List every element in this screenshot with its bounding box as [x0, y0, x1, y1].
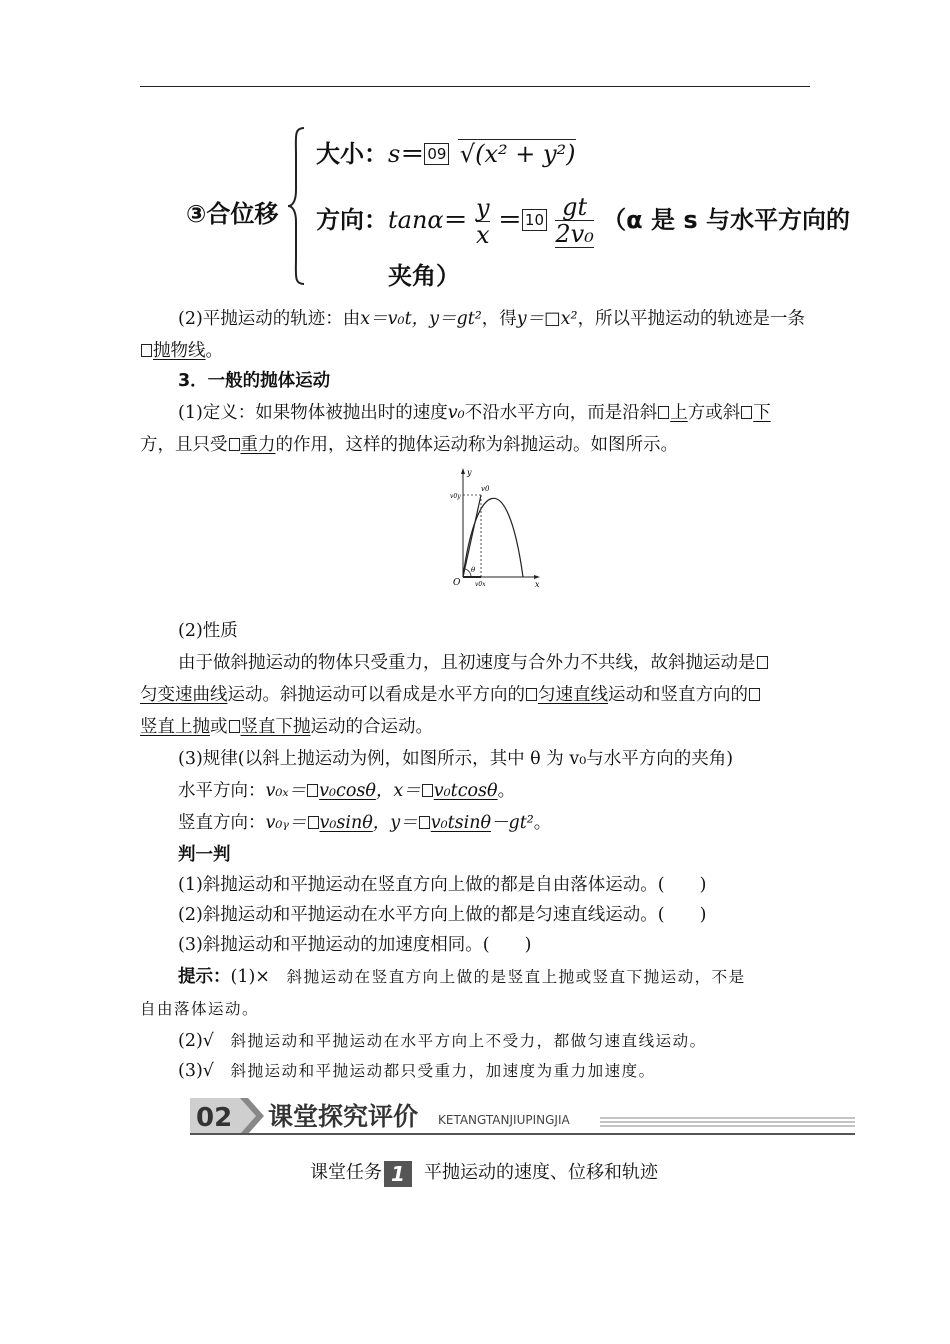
left-brace	[286, 126, 306, 286]
answer-y: v₀tsinθ	[430, 813, 492, 833]
answer-up: 上	[670, 403, 688, 423]
answer-uniform-linear: 匀速直线	[538, 685, 608, 705]
formula-label: ③合位移	[186, 200, 279, 228]
trajectory-paragraph: (2)平抛运动的轨迹：由x＝v₀t，y＝gt²，得y＝□x²，所以平抛运动的轨迹是一条	[178, 309, 806, 329]
answer-down: 下	[753, 403, 771, 423]
answer-vertical-down: 竖直下抛	[240, 717, 311, 737]
judge-answer-1-line2: 自由落体运动。	[140, 1000, 260, 1018]
sqrt-expression: √(x² + y²)	[459, 140, 576, 168]
figure-label-v0: v0	[481, 485, 490, 493]
blank-number-09: 09	[424, 143, 449, 165]
judge-question-3: (3)斜抛运动和平抛运动的加速度相同。( )	[178, 935, 532, 955]
definition-paragraph: (1)定义：如果物体被抛出时的速度v₀不沿水平方向，而是沿斜 上方或斜 下	[178, 403, 771, 423]
blank-number-10: 10	[522, 209, 547, 231]
trajectory-paragraph-line2: 抛物线。	[140, 340, 223, 362]
answer-vertical-up: 竖直上抛	[140, 717, 210, 737]
formula-row-end: 夹角）	[388, 262, 460, 290]
banner-pinyin: KETANGTANJIUPINGJIA	[438, 1113, 570, 1127]
judge-answer-3: (3)√ 斜抛运动和平抛运动都只受重力，加速度为重力加速度。	[178, 1061, 656, 1081]
fraction-gt-over-2v0: $\frac{gt}{\text{2v₀}}$	[555, 193, 594, 248]
properties-title: (2)性质	[178, 621, 238, 641]
figure-label-origin: O	[453, 578, 461, 588]
answer-uniform-variable-curve: 匀变速曲线	[140, 685, 228, 705]
task-number-badge: 1	[384, 1161, 412, 1187]
vertical-law: 竖直方向：v₀ᵧ＝ v₀sinθ，y＝ v₀tsinθ－gt²。	[178, 813, 552, 833]
answer-parabola: 抛物线	[153, 341, 206, 361]
properties-line3: 竖直上抛或 竖直下抛运动的合运动。	[140, 717, 433, 737]
figure-label-v0y: v0y	[450, 493, 461, 500]
properties-line1: 由于做斜抛运动的物体只受重力，且初速度与合外力不共线，故斜抛运动是	[178, 652, 769, 674]
section-banner	[190, 1094, 855, 1138]
judge-answer-2: (2)√ 斜抛运动和平抛运动在水平方向上不受力，都做匀速直线运动。	[178, 1031, 707, 1051]
figure-label-y: y	[467, 468, 472, 477]
judge-answer-1: 提示：(1)× 斜抛运动在竖直方向上做的是竖直上抛或竖直下抛运动，不是	[178, 967, 746, 987]
formula-row-direction: 方向：tanα＝ $\frac{y}{x}$ ＝ 10 $\frac{gt}{\text{2v₀}}$ （α 是 s 与水平方向的	[316, 193, 851, 249]
answer-box	[141, 344, 152, 357]
judge-question-1: (1)斜抛运动和平抛运动在竖直方向上做的都是自由落体运动。( )	[178, 875, 707, 895]
answer-v0x: v₀cosθ	[319, 781, 376, 801]
answer-x: v₀tcosθ	[433, 781, 498, 801]
banner-number: 02	[196, 1103, 233, 1133]
section-heading-general-projectile: 3．一般的抛体运动	[178, 371, 331, 391]
laws-title: (3)规律(以斜上抛运动为例，如图所示，其中 θ 为 v₀与水平方向的夹角)	[178, 749, 734, 769]
oblique-projectile-figure	[445, 465, 545, 590]
figure-label-theta: θ	[471, 566, 476, 574]
formula-row-magnitude: 大小：s＝ 09 √(x² + y²)	[316, 140, 576, 168]
definition-paragraph-line2: 方，且只受 重力的作用，这样的抛体运动称为斜抛运动。如图所示。	[140, 435, 678, 455]
judge-question-2: (2)斜抛运动和平抛运动在水平方向上做的都是匀速直线运动。( )	[178, 905, 707, 925]
judge-title: 判一判	[178, 845, 231, 865]
answer-gravity: 重力	[240, 435, 276, 455]
answer-v0y: v₀sinθ	[319, 813, 373, 833]
header-rule	[140, 86, 810, 87]
fraction-y-over-x: $\frac{y}{x}$	[475, 193, 490, 249]
figure-label-x: x	[535, 580, 540, 589]
displacement-formula	[178, 118, 858, 288]
figure-label-v0x: v0x	[475, 581, 486, 588]
horizontal-law: 水平方向：v₀ₓ＝ v₀cosθ，x＝ v₀tcosθ。	[178, 781, 516, 801]
banner-title: 课堂探究评价	[268, 1102, 419, 1131]
properties-line2: 匀变速曲线运动。斜抛运动可以看成是水平方向的 匀速直线运动和竖直方向的	[140, 684, 761, 706]
class-task-heading: 课堂任务 1 平抛运动的速度、位移和轨迹	[310, 1162, 658, 1186]
